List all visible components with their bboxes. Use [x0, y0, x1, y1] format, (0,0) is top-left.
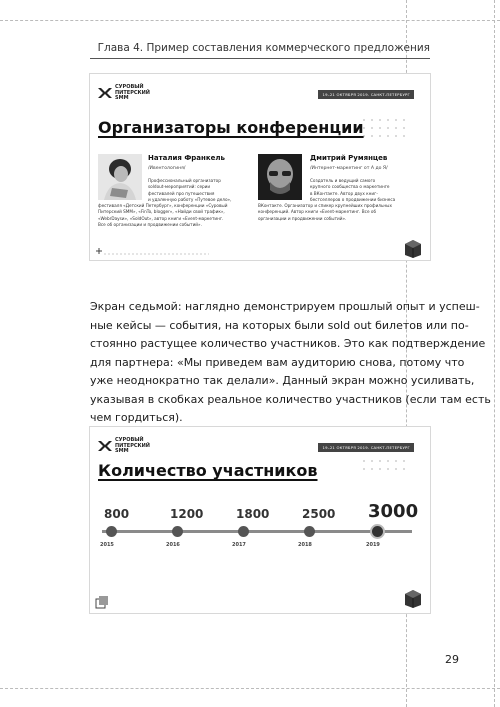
brand-logo: [98, 85, 163, 102]
logo-text: СУРОВЫЙ ПИТЕРСКИЙ SMM: [115, 437, 150, 454]
event-date-badge: 19–21 ОКТЯБРЯ 2019. САНКТ-ПЕТЕРБУРГ: [318, 90, 414, 99]
photo-natalia-frankel: [98, 154, 142, 200]
slide-title: Организаторы конференции: [98, 118, 364, 137]
chapter-title: Глава 4. Пример составления коммерческого предложения: [97, 42, 430, 54]
cube-decoration: [402, 587, 424, 609]
body-paragraph: Экран седьмой: наглядно демонстрируем прошлый опыт и успеш- ные кейсы — события, на которых были sold out билетов или по- стоянно растущее количество участников. Это как подтверждение для партнера: «Мы приведем вам аудиторию снова, потому что уже неоднократно так делали». Данный экран можно усиливать, указывая в скобках реальное количество участников (если там есть чем гордиться).: [90, 300, 491, 424]
timeline-count-highlight: 3000: [368, 501, 419, 522]
person2-role: /Интернет-маркетинг от А до Я/: [310, 166, 388, 171]
dot-grid-decoration: [360, 457, 420, 507]
crop-guide-top: [0, 20, 500, 21]
page-number: 29: [445, 653, 459, 666]
corner-decoration: [94, 593, 154, 613]
person2-bio-continued: ВКонтакте. Организатор и спикер крупнейших профильных конференций. Автор книги «Event-маркетинг. Все об организации и продвижении событий».: [258, 203, 392, 221]
slide-title: Количество участников: [98, 461, 318, 480]
timeline-dot: [372, 526, 383, 537]
photo-dmitry-rumyantsev: [258, 154, 302, 200]
brand-logo: [98, 438, 163, 455]
timeline-line: [102, 530, 412, 533]
timeline-count: 1200: [170, 507, 204, 521]
person2-name: Дмитрий Румянцев: [310, 154, 388, 162]
timeline-year: 2017: [232, 542, 246, 548]
timeline-year: 2015: [100, 542, 114, 548]
slide-participants: [90, 427, 430, 613]
timeline-count: 1800: [236, 507, 270, 521]
logo-text: СУРОВЫЙ ПИТЕРСКИЙ SMM: [115, 84, 150, 101]
timeline-dot: [238, 526, 249, 537]
timeline-year: 2016: [166, 542, 180, 548]
timeline-count: 2500: [302, 507, 336, 521]
person1-bio-continued: фестиваля «Детский Петербург», конференции «Суровый Питерский SMM», «FinTo, blogger», «Найди свой трафик», «WebrDaysи», «SoldOut», автор книги «Event-маркетинг. Все об организации и продвижении событий».: [98, 203, 228, 227]
logo-mark-icon: [98, 441, 112, 451]
event-date-badge: 19–21 ОКТЯБРЯ 2019. САНКТ-ПЕТЕРБУРГ: [318, 443, 414, 452]
crop-guide-right: [494, 0, 495, 707]
person1-role: /Ивентологиня/: [148, 166, 186, 171]
timeline-year: 2019: [366, 542, 380, 548]
timeline-dot: [304, 526, 315, 537]
corner-decoration: [94, 242, 214, 260]
person2-bio: Создатель и ведущий самого крупного сообщества о маркетинге в ВКонтакте. Автор двух книг- бестселлеров о продвижении бизнеса: [310, 178, 396, 202]
header-rule: [90, 58, 430, 59]
timeline-year: 2018: [298, 542, 312, 548]
cube-decoration: [402, 237, 424, 259]
person1-name: Наталия Франкель: [148, 154, 225, 162]
timeline-dot: [172, 526, 183, 537]
slide-organizers: [90, 74, 430, 260]
timeline-count: 800: [104, 507, 130, 521]
person1-bio: Профессиональный организатор soldout-мероприятий: серии фестивалей про путешествия и удаленную работу «Путевое дело»,: [148, 178, 232, 202]
timeline-dot: [106, 526, 117, 537]
crop-guide-bottom: [0, 688, 500, 689]
logo-mark-icon: [98, 88, 112, 98]
